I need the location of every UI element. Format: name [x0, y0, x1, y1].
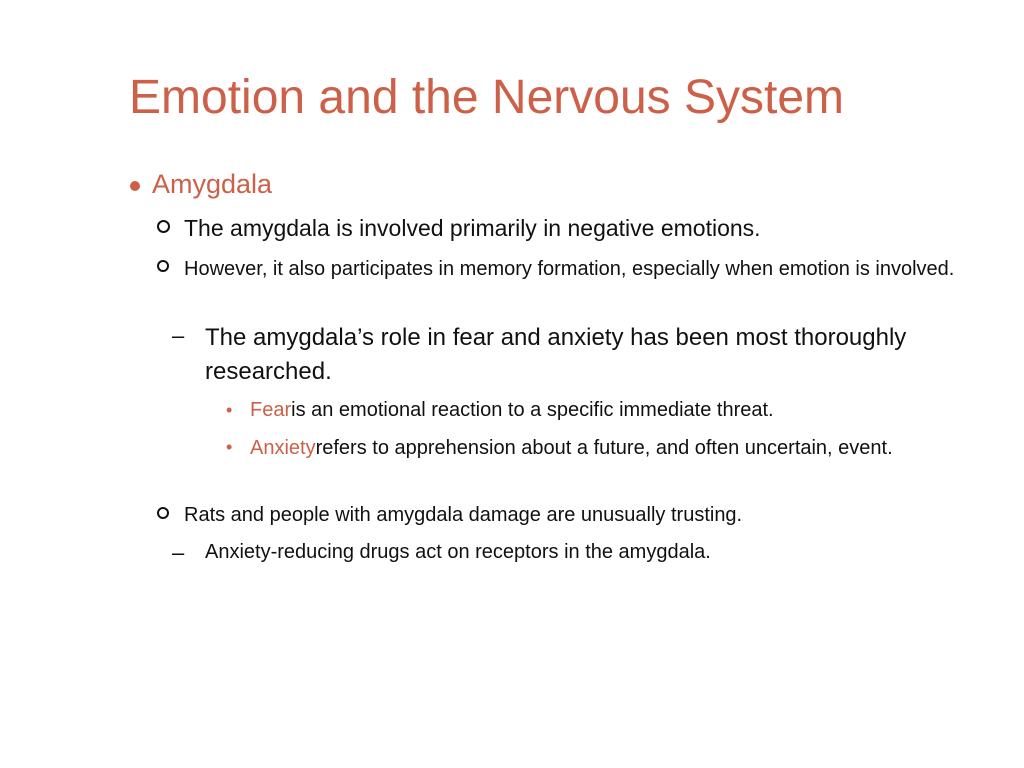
filled-bullet-icon: [130, 181, 140, 191]
dash-bullet-icon: –: [172, 323, 185, 348]
bullet-negative-emotions: The amygdala is involved primarily in negative emotions.: [184, 215, 761, 241]
bullet-fear-definition: [250, 396, 774, 424]
open-circle-bullet-icon: [157, 260, 169, 272]
bullet-memory-formation: However, it also participates in memory formation, especially when emotion is involved.: [184, 258, 955, 280]
slide-title: Emotion and the Nervous System: [129, 71, 845, 124]
fear-definition: is an emotional reaction to a specific immediate threat.: [291, 399, 774, 421]
dot-bullet-icon: •: [226, 437, 233, 457]
anxiety-term: Anxiety: [250, 437, 316, 459]
bullet-amygdala-damage: Rats and people with amygdala damage are unusually trusting.: [184, 504, 743, 526]
dot-bullet-icon: •: [226, 400, 233, 420]
open-circle-bullet-icon: [157, 507, 169, 519]
bullet-amygdala: Amygdala: [152, 169, 273, 199]
fear-term: Fear: [250, 399, 292, 421]
bullet-anxiety-definition: [250, 433, 990, 463]
dash-bullet-icon: –: [172, 540, 185, 565]
bullet-fear-anxiety-research: The amygdala’s role in fear and anxiety has been most thoroughly researched.: [205, 324, 907, 385]
bullet-anxiety-drugs: Anxiety-reducing drugs act on receptors in the amygdala.: [205, 541, 711, 563]
open-circle-bullet-icon: [157, 220, 170, 233]
anxiety-definition: refers to apprehension about a future, and often uncertain, event.: [315, 437, 893, 459]
